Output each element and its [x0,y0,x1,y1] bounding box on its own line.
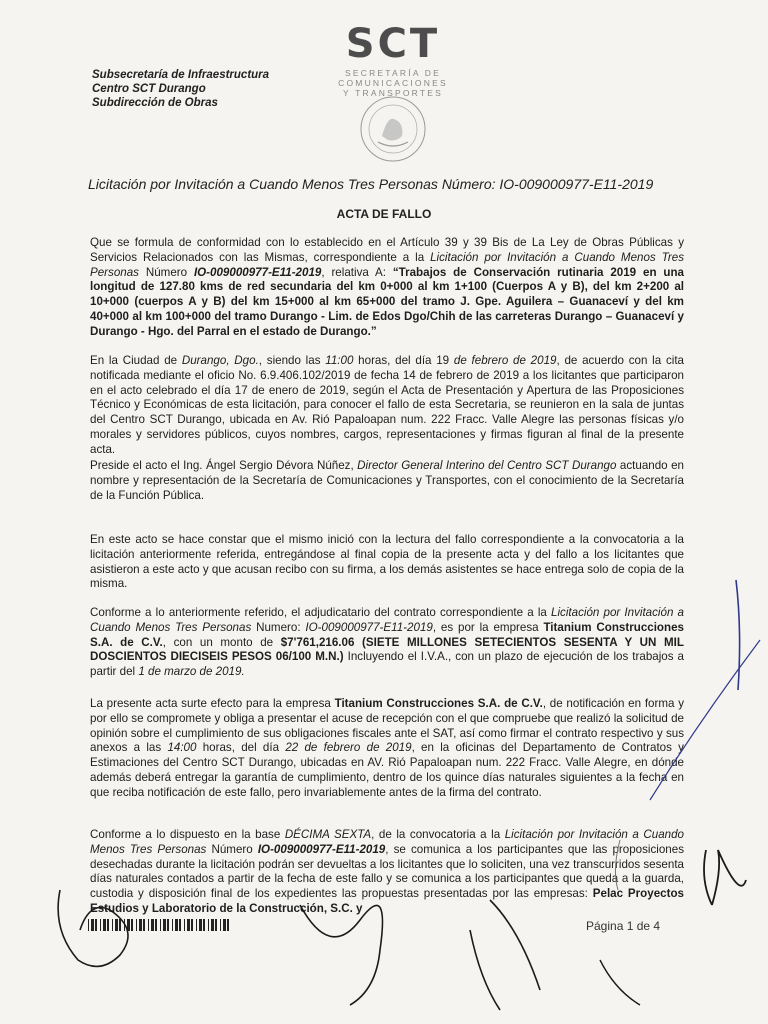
text-run: Titanium Construcciones S.A. de C.V. [90,620,684,649]
text-run: 22 de febrero de 2019 [285,741,412,755]
logo-subtitle-2: Y TRANSPORTES [343,88,443,98]
text-run: Titanium Construcciones S.A. de C.V. [334,697,543,710]
text-run: Conforme a lo anteriormente referido, el adjudicatario del contrato correspondiente a la [90,606,552,619]
text-run: actuando en nombre y representación de la Secretaría de Comunicaciones y Transportes, con el conocimiento de la Secretaría de la Función Pública. [90,459,684,502]
text-run: , relativa A: [321,265,393,279]
barcode-bar [151,919,154,931]
barcode-bar [115,919,118,931]
text-run: Licitación por Invitación a Cuando Menos Tres Personas [90,250,684,279]
text-run: La presente acta surte efecto para la empresa [90,697,335,710]
text-run: , de notificación en forma y por ello se compromete y obliga a presentar el acuse de recepción con el que compruebe que realizó la solicitud de opinión sobre el cumplimiento de sus obligaciones fiscales ante el SAT, así como firmar el contrato respectivo y sus anexos a las [90,697,684,755]
barcode-bar [199,919,202,931]
paragraph-3 [90,459,684,503]
barcode-bar [160,919,161,931]
text-run: IO-009000977-E11-2019 [305,620,433,634]
barcode [88,919,230,931]
barcode-bar [191,919,193,931]
org-line-3: Subdirección de Obras [92,97,218,109]
text-run: de febrero de 2019 [453,354,557,367]
text-run: Número [138,265,194,279]
barcode-bar [88,919,89,931]
barcode-bar [139,919,142,931]
barcode-bar [143,919,145,931]
barcode-bar [95,919,97,931]
barcode-bar [208,919,209,931]
paragraph-5 [90,606,684,680]
page-number: Página 1 de 4 [586,919,661,933]
text-run: En la Ciudad de [90,354,182,367]
text-run: Número [206,842,258,856]
barcode-bar [124,919,125,931]
barcode-bar [163,919,166,931]
org-block [92,68,269,110]
text-run: 1 de marzo de 2019. [138,665,245,679]
org-line-1: Subsecretaría de Infraestructura [92,69,270,81]
logo-subtitle-1: SECRETARÍA DE COMUNICACIONES [338,68,448,88]
barcode-bar [227,919,229,931]
barcode-bar [175,919,178,931]
logo-text: SCT [345,21,441,67]
text-run: Preside el acto el Ing. Ángel Sergio Dévora Núñez, [90,459,358,472]
barcode-bar [172,919,173,931]
document-heading: ACTA DE FALLO [336,207,432,221]
barcode-bar [155,919,157,931]
text-run: horas, del día [196,741,286,755]
text-run: , se comunica a los participantes que las proposiciones desechadas durante la licitación podrán ser devueltas a los licitantes que lo soliciten, una vez transcurridos sesenta días naturales contados a partir de la fecha de este fallo y se comunica a los participantes que queda a la guarda, custodia y disposición final de los expedientes las propuestas presentadas por las empresas: [90,842,684,901]
text-run: En este acto se hace constar que el mismo inició con la lectura del fallo correspondiente a la convocatoria a la licitación anteriormente referida, entregándose al final copia de la presente acta y del fallo a los licitantes que asistieron a este acto y que acusan recibo con su firma, a los demás asistentes se hace entrega solo de copia de la misma. [90,533,684,591]
paragraph-1 [90,236,684,340]
barcode-bar [203,919,205,931]
text-run: “Trabajos de Conservación rutinaria 2019 en una longitud de 127.80 kms de red secundaria del km 0+000 al km 1+100 (Cuerpos A y B), del km 2+200 al 10+000 (cuerpos A y B) del km 15+000 al km 65+000 del tramo J. Gpe. Aguilera – Guanaceví y del km 40+000 al km 100+000 del tramo Durango - Lim. de Edos Dgo/Chih de las carreteras Durango – Guanaceví y Durango - Hgo. del Parral en el estado de Durango.” [90,265,684,338]
barcode-bar [112,919,113,931]
barcode-bar [187,919,190,931]
text-run: , con un monto de [162,635,281,649]
text-run: , en la oficinas del Departamento de Contratos y Estimaciones del Centro SCT Durango, ubicadas en AV. Rió Papaloapan num. 222 Fracc. Valle Alegre, en dónde además deberá entregar la garantía de cumplimiento, dentro de los quince días naturales siguientes a la fecha en que reciba notificación de este fallo, pero invariablemente antes de la firma del contrato. [90,741,684,799]
barcode-bar [184,919,185,931]
text-run: Incluyendo el I.V.A., con un plazo de ejecución de los trabajos a partir del [90,650,685,679]
barcode-bar [100,919,101,931]
barcode-bar [136,919,137,931]
text-run: $7'761,216.06 (SIETE MILLONES SETECIENTOS SESENTA Y UN MIL DOSCIENTOS DIECISEIS PESOS 06/100 M.N.) [90,635,684,664]
text-run: Durango, Dgo. [181,354,259,367]
barcode-bar [196,919,197,931]
barcode-bar [179,919,181,931]
text-run: Licitación por Invitación a Cuando Menos Tres Personas [90,828,684,856]
text-run: Director General Interino del Centro SCT Durango [357,459,617,472]
paragraph-4 [90,533,684,592]
barcode-bar [167,919,169,931]
barcode-bar [91,919,94,931]
paragraph-2 [90,354,684,458]
text-run: Numero: [251,620,306,634]
text-run: Conforme a lo dispuesto en la base [90,828,285,841]
text-run: , de acuerdo con la cita notificada mediante el oficio No. 6.9.406.102/2019 de fecha 14 de febrero de 2019 a los licitantes que participaron en el acto celebrado el día 17 de enero de 2019, según el Acta de Presentación y Apertura de las Proposiciones Técnico y Económicas de esta licitación, para conocer el fallo de esta Secretaria, se reunieron en la sala de juntas del Centro SCT Durango, ubicada en Av. Rió Papaloapan num. 222 Fracc. Valle Alegre las personas físicas y/o morales y servidores públicos, cuyos nombres, cargos, representaciones y firmas figuran al final de la presente acta. [90,354,684,456]
text-run: Pelac Proyectos Estudios y Laboratorio de la Construcción, S.C. y [90,887,684,915]
paragraph-7 [90,828,684,917]
text-run: , es por la empresa [432,620,544,634]
barcode-bar [103,919,106,931]
sct-logo [298,21,488,98]
barcode-bar [148,919,149,931]
text-run: , de la convocatoria a la [371,828,505,841]
national-seal-icon [358,94,428,164]
text-run: IO-009000977-E11-2019 [193,265,322,279]
barcode-bar [211,919,214,931]
text-run: horas, del día 19 [353,354,454,367]
barcode-bar [131,919,133,931]
text-run: 14:00 [167,741,197,755]
text-run: IO-009000977-E11-2019 [257,842,386,856]
text-run: 11:00 [325,354,354,367]
barcode-bar [127,919,130,931]
document-title: Licitación por Invitación a Cuando Menos Tres Personas Número: IO-009000977-E11-2019 [88,176,654,192]
text-run: Licitación por Invitación a Cuando Menos Tres Personas [90,606,684,634]
barcode-bar [119,919,121,931]
org-line-2: Centro SCT Durango [92,83,206,95]
text-run: DÉCIMA SEXTA [284,828,372,841]
barcode-bar [220,919,221,931]
barcode-bar [223,919,226,931]
text-run: Que se formula de conformidad con lo establecido en el Artículo 39 y 39 Bis de La Ley de Obras Públicas y Servicios Relacionados con las Mismas, correspondiente a la [90,236,684,264]
text-run: , siendo las [258,354,326,367]
barcode-bar [107,919,109,931]
barcode-bar [215,919,217,931]
paragraph-6 [90,697,684,801]
